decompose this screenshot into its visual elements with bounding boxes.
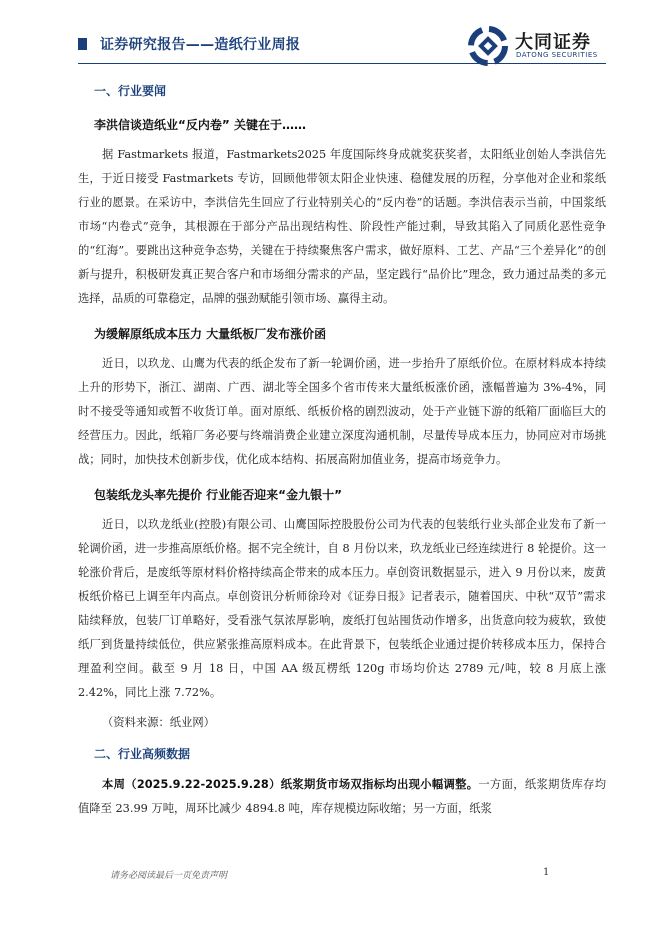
news-paragraph: 据 Fastmarkets 报道，Fastmarkets2025 年度国际终身成就奖获奖者，太阳纸业创始人李洪信先生，于近日接受 Fastmarkets 专访，回顾他带领太阳企业快速、稳健发展的历程，分享他对企业和浆纸行业的愿景。在采访中，李洪信先生回应了行业特别关心的“反内卷”的话题。李洪信表示当前，中国浆纸市场“内卷式”竞争，其根源在于部分产品出现结构性、阶段性产能过剩，导致其陷入了同质化恶性竞争的“红海”。要跳出这种竞争态势，关键在于持续聚焦客户需求，做好原料、工艺、产品“三个差异化”的创新与提升，积极研发真正契合客户和市场细分需求的产品，坚定践行“品价比”理念，致力通过品类的多元选择，品质的可靠稳定，品牌的强劲赋能引领市场、赢得主动。 <box>78 148 606 305</box>
news-paragraph: 近日，以玖龙纸业(控股)有限公司、山鹰国际控股股份公司为代表的包装纸行业头部企业发布了新一轮调价函，进一步推高原纸价格。据不完全统计，自 8 月份以来，玖龙纸业已经连续进行 8 轮提价。这一轮涨价背后，是废纸等原材料价格持续高企带来的成本压力。卓创资讯数据显示，进入 9 月份以来，废黄板纸价格已上调至年内高点。卓创资讯分析师徐玲对《证券日报》记者表示，随着国庆、中秋“双节”需求陆续释放，包装厂订单略好，受看涨气氛浓厚影响，废纸打包站囤货动作增多，出货意向较为疲软，致使纸厂到货量持续低位，供应紧张推高原料成本。在此背景下，包装纸企业通过提价转移成本压力，保持合理盈利空间。截至 9 月 18 日，中国 AA 级瓦楞纸 120g 市场均价达 2789 元/吨，较 8 月底上涨 2.42%，同比上涨 7.72%。 <box>78 518 606 699</box>
news-headline: 李洪信谈造纸业“反内卷” 关键在于…… <box>94 118 306 132</box>
report-header <box>0 0 662 72</box>
report-body <box>78 76 606 821</box>
news-paragraph: 近日，以玖龙、山鹰为代表的纸企发布了新一轮调价函，进一步抬升了原纸价位。在原材料成本持续上升的形势下，浙江、湖南、广西、湖北等全国多个省市传来大量纸板涨价函，涨幅普遍为 3%-4%，同时不接受等通知或暂不收货订单。面对原纸、纸板价格的剧烈波动，处于产业链下游的纸箱厂面临巨大的经营压力。因此，纸箱厂务必要与终端消费企业建立深度沟通机制，尽量传导成本压力，协同应对市场挑战；同时，加快技术创新步伐，优化成本结构、拓展高附加值业务，提高市场竞争力。 <box>78 357 606 466</box>
disclaimer-note: 请务必阅读最后一页免责声明 <box>110 871 228 881</box>
source-note: （资料来源：纸业网） <box>102 716 215 729</box>
company-logo <box>468 26 628 66</box>
header-marker <box>78 38 87 50</box>
page-number: 1 <box>543 867 550 878</box>
logo-english-name: DATONG SECURITIES <box>516 51 598 59</box>
logo-mark-icon <box>468 26 508 66</box>
data-paragraph-lead: 本周（2025.9.22-2025.9.28）纸浆期货市场双指标均出现小幅调整。 <box>102 778 479 791</box>
header-divider <box>78 63 606 64</box>
data-paragraph <box>78 773 606 821</box>
section-heading-data: 二、行业高频数据 <box>94 747 191 761</box>
news-headline: 包装纸龙头率先提价 行业能否迎来“金九银十” <box>94 488 342 502</box>
news-headline: 为缓解原纸成本压力 大量纸板厂发布涨价函 <box>94 327 327 341</box>
data-paragraph-text: 一方面，纸浆期货库存均值降至 23.99 万吨，周环比减少 4894.8 吨，库存规模边际收缩；另一方面，纸浆 <box>78 778 606 815</box>
section-heading-news: 一、行业要闻 <box>94 84 167 98</box>
report-title: 证券研究报告——造纸行业周报 <box>100 37 301 53</box>
logo-chinese-name: 大同证券 <box>515 32 591 53</box>
